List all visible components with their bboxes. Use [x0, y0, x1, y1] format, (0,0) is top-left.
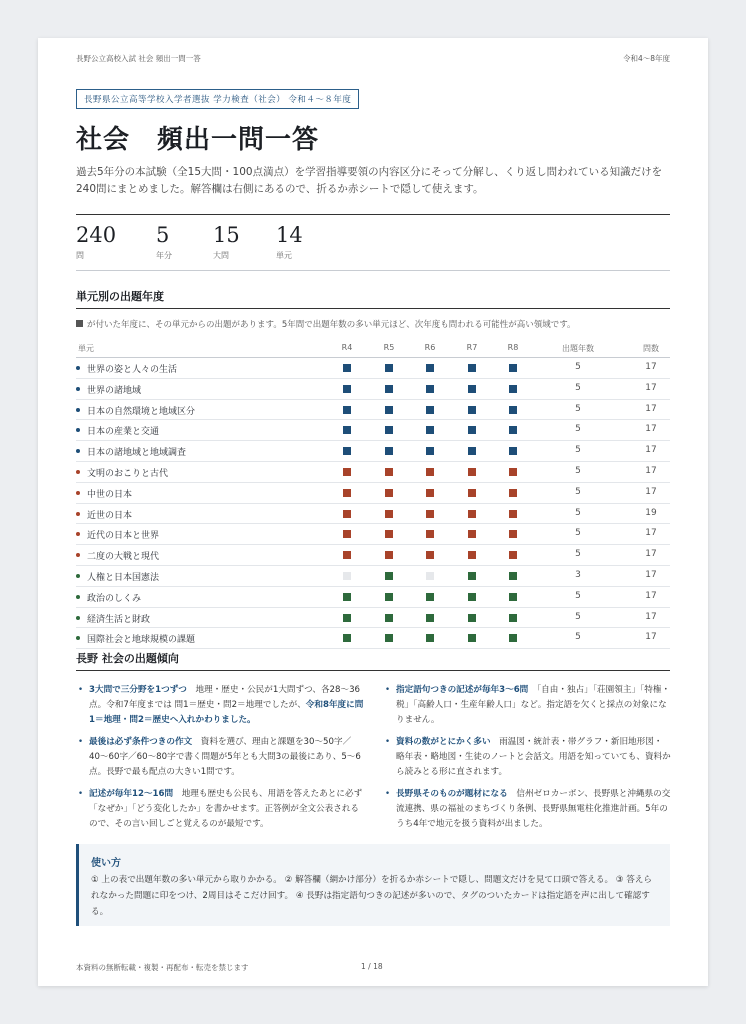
trend-item-text: 地理も歴史も公民も、用語を答えたあとに必ず「なぜか」「どう変化したか」を書かせます。正答例が全文公表されるので、その言い回しごと覚えるのが最短です。	[89, 789, 363, 829]
table-row	[76, 628, 670, 649]
year-marker	[509, 614, 517, 622]
col-year: R5	[383, 343, 395, 352]
field-dot-icon	[76, 387, 80, 391]
year-marker	[385, 530, 393, 538]
col-questions: 問数	[643, 344, 659, 353]
year-marker	[343, 426, 351, 434]
exam-tag: 長野県公立高等学校入学者選抜 学力検査（社会） 令和４〜８年度	[76, 89, 359, 109]
stat-label: 問	[76, 251, 84, 260]
unit-name: 日本の自然環境と地域区分	[87, 406, 196, 417]
year-marker	[468, 385, 476, 393]
table-row	[76, 483, 670, 504]
year-marker	[343, 385, 351, 393]
table-row	[76, 545, 670, 566]
year-marker	[426, 489, 434, 497]
trend-item-text: 「自由・独占」「荘園領主」「特権・税」「高齢人口・生産年齢人口」など。指定語を欠くと採点の対象になりません。	[396, 685, 671, 725]
year-marker	[426, 614, 434, 622]
year-marker	[343, 510, 351, 518]
year-count: 5	[575, 465, 581, 476]
trend-item	[383, 787, 671, 832]
year-marker	[343, 447, 351, 455]
divider	[76, 308, 670, 309]
year-marker	[343, 468, 351, 476]
year-marker	[385, 385, 393, 393]
question-count: 17	[645, 424, 657, 435]
unit-name: 世界の姿と人々の生活	[87, 365, 178, 375]
trend-item	[76, 735, 364, 780]
trend-item-lead: 長野県そのものが題材になる	[396, 789, 508, 799]
year-marker	[426, 530, 434, 538]
trend-heading: 長野 社会の出題傾向	[76, 652, 179, 665]
field-dot-icon	[76, 428, 80, 432]
year-count: 5	[575, 362, 581, 372]
year-marker	[509, 593, 517, 601]
year-marker	[509, 426, 517, 434]
table-row	[76, 379, 670, 400]
year-marker	[385, 593, 393, 601]
year-marker	[385, 406, 393, 414]
year-count: 5	[575, 507, 581, 518]
stat-value: 15	[213, 223, 240, 247]
header-right: 令和4〜8年度	[622, 54, 670, 63]
table-header	[76, 341, 670, 358]
stat-big-questions	[213, 222, 240, 261]
col-year: R8	[507, 343, 519, 352]
col-year: R6	[424, 343, 436, 352]
year-marker	[426, 634, 434, 642]
question-count: 17	[645, 569, 657, 580]
trend-column-right	[383, 683, 671, 839]
year-marker	[468, 551, 476, 559]
trend-item-emphasis: 令和8年度に問1＝地理・問2＝歴史へ入れかわりました。	[89, 700, 364, 725]
year-marker	[426, 593, 434, 601]
stat-value: 240	[76, 223, 117, 247]
year-marker	[509, 572, 517, 580]
stat-questions	[76, 222, 116, 261]
trend-item-lead: 指定語句つきの記述が毎年3〜6問	[396, 685, 529, 695]
trend-item	[383, 735, 671, 780]
field-dot-icon	[76, 553, 80, 557]
table-row	[76, 358, 670, 379]
page-number: 1 / 18	[361, 962, 383, 971]
question-count: 17	[645, 486, 657, 497]
table-row	[76, 441, 670, 462]
stat-years	[156, 222, 172, 261]
table-row	[76, 524, 670, 545]
unit-name: 日本の産業と交通	[87, 427, 160, 438]
year-marker	[509, 510, 517, 518]
stat-units	[276, 222, 303, 261]
field-dot-icon	[76, 366, 80, 370]
table-row	[76, 587, 670, 608]
year-marker	[426, 551, 434, 559]
question-count: 17	[645, 403, 657, 414]
year-marker	[385, 572, 393, 580]
year-marker	[385, 447, 393, 455]
trend-item-lead: 資料の数がとにかく多い	[396, 737, 491, 747]
year-marker	[385, 634, 393, 642]
table-heading: 単元別の出題年度	[76, 290, 164, 303]
year-marker	[509, 385, 517, 393]
question-count: 17	[645, 632, 657, 643]
year-marker	[426, 447, 434, 455]
year-marker	[385, 551, 393, 559]
unit-name: 世界の諸地域	[87, 385, 142, 396]
col-year: R7	[466, 343, 478, 352]
divider	[76, 214, 670, 215]
unit-name: 人権と日本国憲法	[87, 572, 160, 583]
question-count: 19	[645, 507, 657, 518]
year-marker	[509, 447, 517, 455]
table-note	[76, 318, 576, 330]
year-count: 5	[575, 528, 581, 539]
year-marker	[426, 406, 434, 414]
field-dot-icon	[76, 491, 80, 495]
year-marker	[385, 364, 393, 372]
year-count: 5	[575, 632, 581, 643]
field-dot-icon	[76, 408, 80, 412]
question-count: 17	[645, 549, 657, 560]
field-dot-icon	[76, 449, 80, 453]
unit-name: 政治のしくみ	[87, 593, 142, 604]
year-marker	[468, 468, 476, 476]
unit-name: 日本の諸地域と地域調査	[87, 448, 187, 459]
year-marker	[385, 510, 393, 518]
trend-item-text: 信州ゼロカーボン、長野県と沖縄県の交流連携、県の福祉のまちづくり条例、長野県無電柱化推進計画。5年のうち4年で地元を扱う資料が出ました。	[396, 789, 671, 829]
year-marker	[426, 468, 434, 476]
question-count: 17	[645, 465, 657, 476]
trend-item-text: 資料を選び、理由と課題を30〜50字／40〜60字／60〜80字で書く問題が5年とも大問3の最後にあり、5〜6点。長野で最も配点の大きい1問です。	[89, 737, 361, 777]
year-marker	[343, 593, 351, 601]
table-row	[76, 566, 670, 587]
field-dot-icon	[76, 532, 80, 536]
usage-body: ① 上の表で出題年数の多い単元から取りかかる。 ② 解答欄（網かけ部分）を折るか赤シートで隠し、問題文だけを見て口頭で答える。 ③ 答えられなかった問題に印をつけ、2周目はそこだけ回す。 ④ 長野は指定語句つきの記述が多いので、タグのついたカードは指定語を声に出して確認する。	[91, 875, 652, 917]
year-marker	[468, 572, 476, 580]
stat-label: 大問	[213, 251, 229, 260]
table-row	[76, 504, 670, 525]
trend-column-left	[76, 683, 364, 839]
year-marker	[509, 530, 517, 538]
question-count: 17	[645, 382, 657, 393]
unit-name: 国際社会と地球規模の課題	[87, 635, 196, 646]
year-marker	[468, 426, 476, 434]
year-marker	[385, 426, 393, 434]
year-marker	[426, 510, 434, 518]
unit-name: 中世の日本	[87, 489, 133, 500]
trend-item	[76, 787, 364, 832]
year-marker	[343, 406, 351, 414]
year-marker	[468, 530, 476, 538]
year-count: 5	[575, 445, 581, 456]
footer-copyright: 本資料の無断転載・複製・再配布・転売を禁じます	[76, 963, 249, 972]
col-count: 出題年数	[562, 344, 594, 353]
year-marker	[509, 468, 517, 476]
year-count: 5	[575, 382, 581, 393]
lead-paragraph: 過去5年分の本試験（全15大問・100点満点）を学習指導要領の内容区分にそって分解し、くり返し問われている知識だけを240問にまとめました。解答欄は右側にあるので、折るか赤シートで隠して使えます。	[76, 166, 663, 195]
year-marker	[509, 406, 517, 414]
unit-name: 近代の日本と世界	[87, 531, 160, 542]
year-count: 5	[575, 403, 581, 414]
year-marker	[426, 385, 434, 393]
year-count: 5	[575, 590, 581, 601]
year-marker	[509, 489, 517, 497]
unit-name: 近世の日本	[87, 510, 133, 521]
trend-item-lead: 記述が毎年12〜16問	[89, 789, 174, 799]
document-page	[38, 38, 708, 986]
field-dot-icon	[76, 512, 80, 516]
legend-square-icon	[76, 320, 83, 327]
year-marker	[343, 489, 351, 497]
stat-label: 単元	[276, 251, 292, 260]
year-marker	[343, 364, 351, 372]
question-count: 17	[645, 590, 657, 601]
year-marker	[385, 468, 393, 476]
year-marker	[468, 364, 476, 372]
col-year: R4	[341, 343, 353, 352]
year-marker	[468, 489, 476, 497]
year-count: 5	[575, 611, 581, 622]
divider	[76, 270, 670, 271]
year-marker	[509, 364, 517, 372]
year-marker	[426, 572, 434, 580]
year-marker	[426, 426, 434, 434]
page-title: 社会 頻出一問一答	[76, 125, 320, 155]
question-count: 17	[645, 362, 657, 372]
year-count: 5	[575, 549, 581, 560]
year-marker	[343, 572, 351, 580]
year-marker	[385, 614, 393, 622]
col-unit: 単元	[78, 344, 94, 353]
trend-item-lead: 最後は必ず条件つきの作文	[89, 737, 193, 747]
year-marker	[509, 634, 517, 642]
field-dot-icon	[76, 595, 80, 599]
header-left: 長野公立高校入試 社会 頻出一問一答	[76, 54, 201, 63]
field-dot-icon	[76, 636, 80, 640]
table-row	[76, 462, 670, 483]
year-marker	[385, 489, 393, 497]
year-marker	[343, 551, 351, 559]
trend-item-lead: 3大問で三分野を1つずつ	[89, 685, 187, 695]
year-count: 5	[575, 424, 581, 435]
year-marker	[468, 614, 476, 622]
year-marker	[468, 406, 476, 414]
trend-item-text: 地理・歴史・公民が1大問ずつ、各28〜36点。令和7年度までは 問1＝歴史・問2＝地理でしたが、	[89, 685, 361, 710]
year-marker	[468, 593, 476, 601]
year-marker	[343, 530, 351, 538]
year-marker	[343, 614, 351, 622]
year-count: 5	[575, 486, 581, 497]
stat-label: 年分	[156, 251, 172, 260]
year-marker	[509, 551, 517, 559]
divider	[76, 670, 670, 671]
trend-item-text: 雨温図・統計表・帯グラフ・新旧地形図・略年表・略地図・生徒のノートと会話文。用語を知っていても、資料から読みとる形に直されます。	[396, 737, 671, 777]
question-count: 17	[645, 445, 657, 456]
unit-name: 経済生活と財政	[87, 614, 151, 625]
unit-name: 文明のおこりと古代	[87, 468, 169, 479]
table-note-text: が付いた年度に、その単元からの出題があります。5年間で出題年数の多い単元ほど、次年度も問われる可能性が高い領域です。	[87, 320, 576, 330]
question-count: 17	[645, 528, 657, 539]
table-row	[76, 608, 670, 629]
field-dot-icon	[76, 574, 80, 578]
stat-value: 14	[276, 223, 303, 247]
year-marker	[468, 510, 476, 518]
table-row	[76, 400, 670, 421]
unit-name: 二度の大戦と現代	[87, 552, 160, 563]
year-marker	[468, 634, 476, 642]
field-dot-icon	[76, 616, 80, 620]
year-count: 3	[575, 569, 581, 580]
trend-item	[383, 683, 671, 728]
usage-title: 使い方	[91, 858, 121, 869]
question-count: 17	[645, 611, 657, 622]
usage-box	[76, 844, 670, 926]
trend-item	[76, 683, 364, 728]
unit-table-body	[76, 358, 670, 649]
table-row	[76, 420, 670, 441]
year-marker	[468, 447, 476, 455]
stat-value: 5	[156, 223, 170, 247]
year-marker	[343, 634, 351, 642]
year-marker	[426, 364, 434, 372]
field-dot-icon	[76, 470, 80, 474]
